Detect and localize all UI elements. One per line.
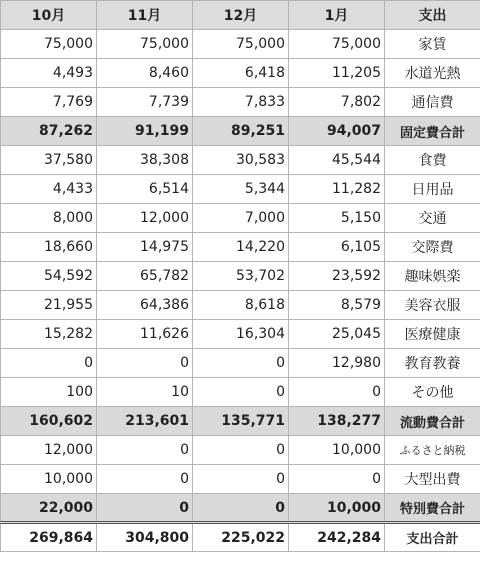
amount-cell: 14,220 — [193, 233, 289, 262]
amount-cell: 304,800 — [97, 523, 193, 552]
category-label: 水道光熱 — [385, 59, 480, 88]
amount-cell: 6,514 — [97, 175, 193, 204]
amount-cell: 4,493 — [1, 59, 97, 88]
category-label: 食費 — [385, 146, 480, 175]
category-label: 流動費合計 — [385, 407, 480, 436]
amount-cell: 75,000 — [1, 30, 97, 59]
amount-cell: 135,771 — [193, 407, 289, 436]
amount-cell: 242,284 — [289, 523, 385, 552]
amount-cell: 213,601 — [97, 407, 193, 436]
category-label: 固定費合計 — [385, 117, 480, 146]
amount-cell: 160,602 — [1, 407, 97, 436]
category-label: 教育教養 — [385, 349, 480, 378]
amount-cell: 64,386 — [97, 291, 193, 320]
amount-cell: 75,000 — [193, 30, 289, 59]
amount-cell: 25,045 — [289, 320, 385, 349]
amount-cell: 11,205 — [289, 59, 385, 88]
amount-cell: 0 — [97, 436, 193, 465]
amount-cell: 0 — [289, 378, 385, 407]
amount-cell: 0 — [193, 349, 289, 378]
amount-cell: 75,000 — [97, 30, 193, 59]
amount-cell: 6,418 — [193, 59, 289, 88]
amount-cell: 7,769 — [1, 88, 97, 117]
table-row — [1, 59, 480, 88]
amount-cell: 10,000 — [289, 436, 385, 465]
amount-cell: 10 — [97, 378, 193, 407]
category-label: 家賃 — [385, 30, 480, 59]
category-label: 大型出費 — [385, 465, 480, 494]
amount-cell: 89,251 — [193, 117, 289, 146]
amount-cell: 0 — [289, 465, 385, 494]
amount-cell: 10,000 — [1, 465, 97, 494]
category-label: 趣味娯楽 — [385, 262, 480, 291]
amount-cell: 18,660 — [1, 233, 97, 262]
amount-cell: 65,782 — [97, 262, 193, 291]
amount-cell: 53,702 — [193, 262, 289, 291]
amount-cell: 54,592 — [1, 262, 97, 291]
amount-cell: 45,544 — [289, 146, 385, 175]
table-body — [1, 30, 480, 552]
table-row — [1, 378, 480, 407]
table-row — [1, 175, 480, 204]
category-label: その他 — [385, 378, 480, 407]
amount-cell: 225,022 — [193, 523, 289, 552]
table-row — [1, 320, 480, 349]
header-row — [1, 1, 480, 30]
amount-cell: 7,833 — [193, 88, 289, 117]
amount-cell: 7,802 — [289, 88, 385, 117]
table-row — [1, 436, 480, 465]
amount-cell: 12,000 — [97, 204, 193, 233]
amount-cell: 15,282 — [1, 320, 97, 349]
table-row — [1, 30, 480, 59]
amount-cell: 0 — [97, 494, 193, 523]
subtotal-row — [1, 407, 480, 436]
category-label: 交通 — [385, 204, 480, 233]
amount-cell: 269,864 — [1, 523, 97, 552]
subtotal-row — [1, 117, 480, 146]
category-label: 特別費合計 — [385, 494, 480, 523]
amount-cell: 37,580 — [1, 146, 97, 175]
category-label: 医療健康 — [385, 320, 480, 349]
header-dec: 12月 — [193, 1, 289, 30]
table-row — [1, 465, 480, 494]
header-nov: 11月 — [97, 1, 193, 30]
category-label: 通信費 — [385, 88, 480, 117]
header-category: 支出 — [385, 1, 480, 30]
amount-cell: 0 — [97, 465, 193, 494]
amount-cell: 100 — [1, 378, 97, 407]
amount-cell: 38,308 — [97, 146, 193, 175]
table-row — [1, 349, 480, 378]
amount-cell: 23,592 — [289, 262, 385, 291]
amount-cell: 30,583 — [193, 146, 289, 175]
table-row — [1, 204, 480, 233]
category-label: 交際費 — [385, 233, 480, 262]
category-label: 支出合計 — [385, 523, 480, 552]
amount-cell: 0 — [1, 349, 97, 378]
amount-cell: 5,150 — [289, 204, 385, 233]
header-oct: 10月 — [1, 1, 97, 30]
amount-cell: 11,626 — [97, 320, 193, 349]
amount-cell: 16,304 — [193, 320, 289, 349]
amount-cell: 75,000 — [289, 30, 385, 59]
amount-cell: 22,000 — [1, 494, 97, 523]
amount-cell: 12,980 — [289, 349, 385, 378]
amount-cell: 14,975 — [97, 233, 193, 262]
amount-cell: 11,282 — [289, 175, 385, 204]
amount-cell: 0 — [193, 494, 289, 523]
category-label: 美容衣服 — [385, 291, 480, 320]
table-row — [1, 88, 480, 117]
amount-cell: 6,105 — [289, 233, 385, 262]
amount-cell: 4,433 — [1, 175, 97, 204]
amount-cell: 0 — [97, 349, 193, 378]
amount-cell: 21,955 — [1, 291, 97, 320]
amount-cell: 0 — [193, 378, 289, 407]
amount-cell: 12,000 — [1, 436, 97, 465]
table-row — [1, 262, 480, 291]
amount-cell: 138,277 — [289, 407, 385, 436]
amount-cell: 8,579 — [289, 291, 385, 320]
amount-cell: 10,000 — [289, 494, 385, 523]
amount-cell: 8,460 — [97, 59, 193, 88]
table-row — [1, 233, 480, 262]
amount-cell: 91,199 — [97, 117, 193, 146]
category-label: ふるさと納税 — [385, 436, 480, 465]
header-jan: 1月 — [289, 1, 385, 30]
amount-cell: 8,618 — [193, 291, 289, 320]
category-label: 日用品 — [385, 175, 480, 204]
total-row — [1, 523, 480, 552]
amount-cell: 5,344 — [193, 175, 289, 204]
amount-cell: 7,000 — [193, 204, 289, 233]
amount-cell: 7,739 — [97, 88, 193, 117]
amount-cell: 94,007 — [289, 117, 385, 146]
subtotal-row — [1, 494, 480, 523]
table-row — [1, 291, 480, 320]
table-row — [1, 146, 480, 175]
amount-cell: 87,262 — [1, 117, 97, 146]
amount-cell: 0 — [193, 465, 289, 494]
amount-cell: 0 — [193, 436, 289, 465]
amount-cell: 8,000 — [1, 204, 97, 233]
